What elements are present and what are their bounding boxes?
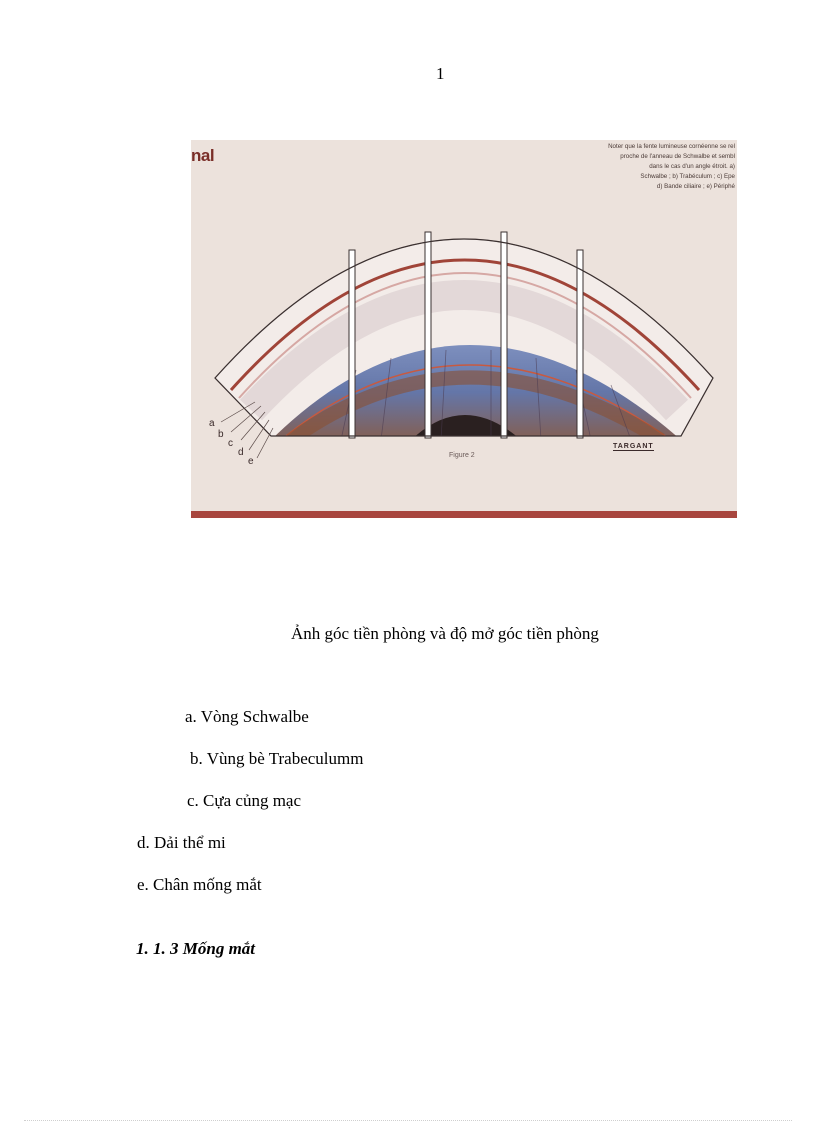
figure-note-line: proche de l'anneau de Schwalbe et sembl — [620, 153, 735, 160]
gonioscopy-illustration — [191, 140, 737, 518]
figure-number-label: Figure 2 — [449, 452, 475, 459]
list-item: a. Vòng Schwalbe — [185, 707, 309, 726]
figure-note-line: dans le cas d'un angle étroit. a) — [649, 163, 735, 170]
list-item: c. Cựa củng mạc — [187, 791, 302, 810]
list-item: e. Chân mống mắt — [137, 875, 262, 894]
figure-label-c: c — [228, 438, 233, 449]
figure-note-line: d) Bande ciliaire ; e) Périphé — [656, 183, 735, 190]
page-footer-divider — [24, 1120, 792, 1121]
page-number: 1 — [436, 64, 445, 83]
figure-bottom-band — [191, 511, 737, 518]
figure-heading: nal — [191, 146, 215, 165]
figure-note-line: Schwalbe ; b) Trabéculum ; c) Epe — [640, 173, 735, 180]
figure-label-a: a — [209, 418, 215, 429]
figure-label-d: d — [238, 447, 244, 458]
figure-label-e: e — [248, 456, 254, 467]
list-item: d. Dải thể mi — [137, 833, 226, 852]
figure-note-line: Noter que la fente lumineuse cornéenne se rel — [608, 143, 735, 150]
list-item: b. Vùng bè Trabeculumm — [190, 749, 364, 768]
figure-label-b: b — [218, 429, 224, 440]
figure-caption: Ảnh góc tiền phòng và độ mở góc tiền phòng — [291, 624, 599, 643]
artist-signature: TARGANT — [613, 443, 654, 450]
anterior-chamber-angle-figure — [191, 140, 737, 518]
section-heading: 1. 1. 3 Mống mắt — [136, 939, 256, 958]
